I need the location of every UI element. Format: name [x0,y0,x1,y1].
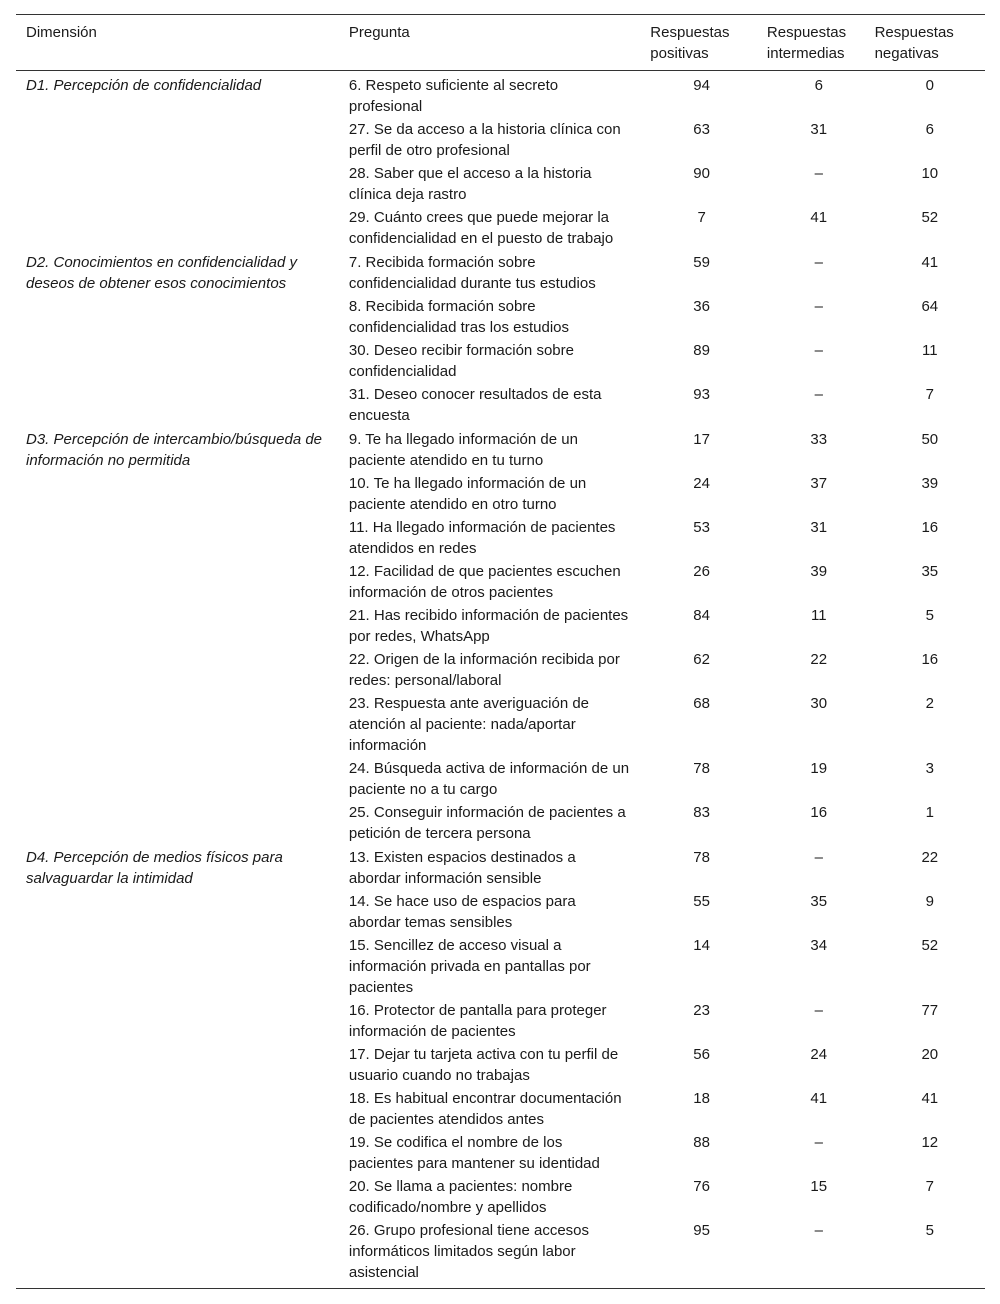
positive-cell: 36 [693,298,710,315]
positive-cell: 26 [693,563,710,580]
dimension-label: D3. Percepción de intercambio/búsqueda de información no permitida [26,431,323,469]
question-cell: 16. Protector de pantalla para proteger información de pacientes [348,1002,607,1040]
dimension-cell-empty [16,801,349,845]
negative-cell: 20 [921,1046,939,1063]
positive-cell: 63 [693,121,710,138]
table-row [16,516,985,560]
intermediate-cell: 37 [810,475,828,492]
question-cell: 25. Conseguir información de pacientes a petición de tercera persona [348,804,626,842]
question-cell: 14. Se hace uso de espacios para abordar temas sensibles [348,893,576,931]
table-row [16,1131,985,1175]
dimension-cell-empty [16,1087,349,1131]
negative-cell: 2 [925,695,934,712]
intermediate-cell: – [814,849,823,866]
negative-cell: 50 [921,431,939,448]
negative-cell: 9 [925,893,934,910]
question-cell: 28. Saber que el acceso a la historia clínica deja rastro [348,165,592,203]
negative-cell: 5 [925,607,934,624]
question-cell: 19. Se codifica el nombre de los pacientes para mantener su identidad [348,1134,600,1172]
table-row [16,250,985,295]
table-row [16,1219,985,1289]
negative-cell: 12 [921,1134,939,1151]
intermediate-cell: 34 [810,937,828,954]
positive-cell: 94 [693,77,710,94]
dimension-cell-empty [16,1175,349,1219]
positive-cell: 55 [693,893,710,910]
positive-cell: 90 [693,165,710,182]
dimension-cell-empty [16,604,349,648]
dimension-cell-empty [16,383,349,427]
header-dimension: Dimensión [26,24,97,41]
table-row [16,604,985,648]
table-row [16,162,985,206]
dimension-cell-empty [16,206,349,250]
question-cell: 12. Facilidad de que pacientes escuchen información de otros pacientes [348,563,621,601]
negative-cell: 35 [921,563,939,580]
dimension-cell-empty [16,648,349,692]
intermediate-cell: 22 [810,651,828,668]
positive-cell: 93 [693,386,710,403]
negative-cell: 11 [922,342,938,359]
positive-cell: 83 [693,804,710,821]
intermediate-cell: 6 [814,77,823,94]
intermediate-cell: 39 [810,563,828,580]
header-intermediate: Respuestas intermedias [766,24,847,62]
dimension-cell-empty [16,692,349,757]
dimension-label: D4. Percepción de medios físicos para salvaguardar la intimidad [26,849,283,887]
table-row [16,757,985,801]
table-row [16,472,985,516]
dimension-cell-empty [16,1043,349,1087]
question-cell: 18. Es habitual encontrar documentación de pacientes atendidos antes [348,1090,622,1128]
dimension-cell-empty [16,560,349,604]
question-cell: 29. Cuánto crees que puede mejorar la confidencialidad en el puesto de trabajo [348,209,614,247]
positive-cell: 88 [693,1134,710,1151]
positive-cell: 24 [693,475,710,492]
positive-cell: 62 [693,651,710,668]
positive-cell: 89 [693,342,710,359]
intermediate-cell: – [814,298,823,315]
dimension-cell-empty [16,999,349,1043]
table-row [16,1043,985,1087]
question-cell: 13. Existen espacios destinados a abordar información sensible [348,849,576,887]
table-row [16,383,985,427]
table-row [16,890,985,934]
dimension-cell-empty [16,472,349,516]
intermediate-cell: 16 [810,804,828,821]
table-row [16,295,985,339]
intermediate-cell: – [814,1134,823,1151]
intermediate-cell: 11 [810,607,827,624]
question-cell: 11. Ha llegado información de pacientes atendidos en redes [348,519,616,557]
negative-cell: 16 [921,651,939,668]
question-cell: 10. Te ha llegado información de un paciente atendido en otro turno [348,475,587,513]
table-row [16,427,985,472]
negative-cell: 77 [921,1002,939,1019]
table-row [16,339,985,383]
negative-cell: 6 [925,121,934,138]
positive-cell: 59 [693,254,710,271]
dimension-label: D1. Percepción de confidencialidad [26,77,262,94]
table-row [16,1175,985,1219]
intermediate-cell: 31 [810,121,828,138]
header-question: Pregunta [348,24,410,41]
question-cell: 6. Respeto suficiente al secreto profesional [348,77,559,115]
dimension-cell-empty [16,1219,349,1289]
question-cell: 26. Grupo profesional tiene accesos informáticos limitados según labor asistencial [348,1222,590,1281]
negative-cell: 39 [921,475,939,492]
intermediate-cell: – [814,254,823,271]
question-cell: 27. Se da acceso a la historia clínica con perfil de otro profesional [348,121,621,159]
question-cell: 22. Origen de la información recibida por redes: personal/laboral [348,651,620,689]
positive-cell: 68 [693,695,710,712]
positive-cell: 53 [693,519,710,536]
negative-cell: 0 [925,77,934,94]
intermediate-cell: 24 [810,1046,828,1063]
positive-cell: 14 [693,937,710,954]
survey-results-table [16,14,985,1289]
negative-cell: 10 [921,165,939,182]
negative-cell: 5 [925,1222,934,1239]
negative-cell: 7 [925,386,934,403]
intermediate-cell: – [814,386,823,403]
intermediate-cell: – [814,342,823,359]
dimension-cell-empty [16,339,349,383]
header-positive: Respuestas positivas [650,24,730,62]
question-cell: 20. Se llama a pacientes: nombre codificado/nombre y apellidos [348,1178,573,1216]
table-row [16,999,985,1043]
negative-cell: 22 [921,849,939,866]
positive-cell: 7 [697,209,706,226]
table-row [16,118,985,162]
negative-cell: 52 [921,209,939,226]
intermediate-cell: 31 [810,519,828,536]
dimension-cell-empty [16,934,349,999]
table-row [16,934,985,999]
table-row [16,1087,985,1131]
table-row [16,648,985,692]
intermediate-cell: 35 [810,893,828,910]
negative-cell: 52 [921,937,939,954]
positive-cell: 78 [693,849,710,866]
question-cell: 31. Deseo conocer resultados de esta encuesta [348,386,602,424]
question-cell: 24. Búsqueda activa de información de un paciente no a tu cargo [348,760,630,798]
table-row [16,801,985,845]
table-row [16,71,985,119]
question-cell: 21. Has recibido información de pacientes por redes, WhatsApp [348,607,629,645]
positive-cell: 84 [693,607,710,624]
dimension-cell-empty [16,118,349,162]
positive-cell: 18 [693,1090,710,1107]
intermediate-cell: 41 [810,1090,828,1107]
question-cell: 30. Deseo recibir formación sobre confidencialidad [348,342,574,380]
intermediate-cell: 33 [810,431,828,448]
question-cell: 15. Sencillez de acceso visual a información privada en pantallas por pacientes [348,937,591,996]
intermediate-cell: 41 [810,209,828,226]
dimension-cell-empty [16,516,349,560]
intermediate-cell: 19 [810,760,828,777]
positive-cell: 56 [693,1046,710,1063]
header-negative: Respuestas negativas [874,24,954,62]
positive-cell: 78 [693,760,710,777]
question-cell: 7. Recibida formación sobre confidencialidad durante tus estudios [348,254,596,292]
intermediate-cell: – [814,165,823,182]
negative-cell: 3 [925,760,934,777]
question-cell: 23. Respuesta ante averiguación de atención al paciente: nada/aportar información [348,695,590,754]
negative-cell: 64 [921,298,939,315]
negative-cell: 41 [921,254,939,271]
dimension-cell-empty [16,890,349,934]
dimension-cell-empty [16,1131,349,1175]
dimension-cell-empty [16,295,349,339]
table-header-row [16,15,985,71]
dimension-cell-empty [16,757,349,801]
intermediate-cell: – [814,1002,823,1019]
dimension-cell-empty [16,162,349,206]
positive-cell: 17 [693,431,710,448]
positive-cell: 23 [693,1002,710,1019]
intermediate-cell: – [814,1222,823,1239]
positive-cell: 95 [693,1222,710,1239]
intermediate-cell: 15 [810,1178,828,1195]
positive-cell: 76 [693,1178,710,1195]
table-row [16,692,985,757]
intermediate-cell: 30 [810,695,828,712]
negative-cell: 16 [921,519,939,536]
table-row [16,560,985,604]
question-cell: 9. Te ha llegado información de un paciente atendido en tu turno [348,431,578,469]
dimension-label: D2. Conocimientos en confidencialidad y deseos de obtener esos conocimientos [26,254,297,292]
negative-cell: 1 [925,804,934,821]
negative-cell: 41 [921,1090,939,1107]
negative-cell: 7 [925,1178,934,1195]
table-row [16,845,985,890]
question-cell: 17. Dejar tu tarjeta activa con tu perfil de usuario cuando no trabajas [348,1046,619,1084]
question-cell: 8. Recibida formación sobre confidencialidad tras los estudios [348,298,569,336]
table-row [16,206,985,250]
table-body [16,71,985,1289]
